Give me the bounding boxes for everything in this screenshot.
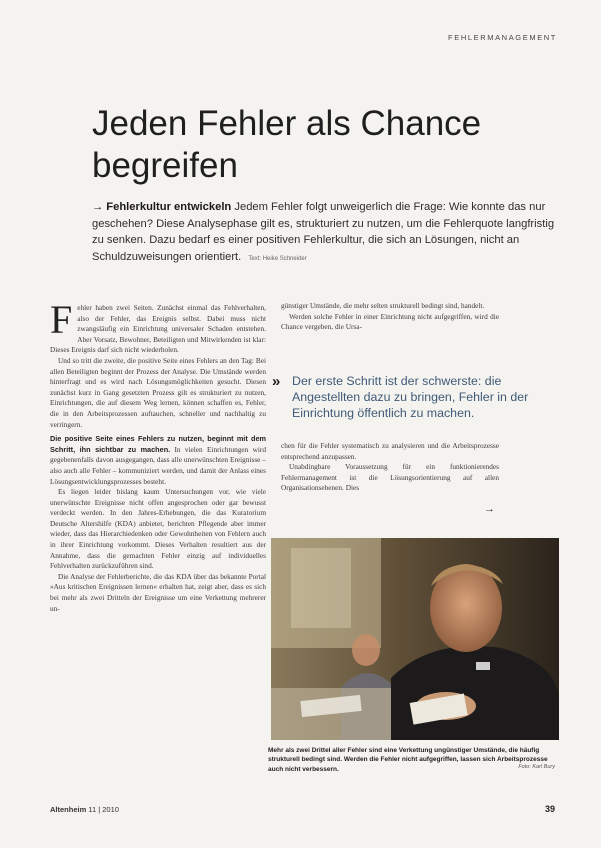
body-paragraph: günstiger Umstände, die mehr selten strukturell bedingt sind, handelt. — [281, 301, 485, 310]
paragraph-text: ehler haben zwei Seiten. Zunächst einmal das Fehlverhalten, also der Fehler, das Ereignis selbst. Dabei muss nicht zwangsläufig ein Einrichtung universaler Schaden entstehen. Aber Vorsatz, Bewohner, Beteiligten und Mitwirkenden ist klar: Dieses Ereignis darf sich nicht wiederholen. — [50, 303, 266, 355]
article-photo — [271, 538, 559, 740]
lead-text: Jedem Fehler folgt unweigerlich die Frage: Wie konnte das nur geschehen? Diese Analysephase gilt es, strukturiert zu nutzen, um die Fehlerquote langfristig zu senken. Dazu bedarf es einer positiven Fehlerkultur, die sich an Lösungen, nicht an Schuldzuweisungen orientiert. — [92, 201, 555, 263]
article-lead — [92, 199, 562, 267]
section-label: FEHLERMANAGEMENT — [448, 33, 557, 42]
photo-credit: Foto: Karl Bury — [518, 764, 555, 770]
lead-arrow-icon: → — [92, 201, 104, 213]
continue-arrow-icon: → — [484, 503, 495, 515]
body-paragraph — [50, 434, 266, 487]
body-paragraph: chen für die Fehler systematisch zu analysieren und die Arbeitsprozesse entsprechend anzupassen. — [281, 441, 499, 461]
paragraph-lead-in: Die positive Seite eines Fehlers zu nutzen, beginnt mit dem Schritt, ihn sichtbar zu machen. — [50, 434, 266, 454]
pull-quote-text: Der erste Schritt ist der schwerste: die Angestellten dazu zu bringen, Fehler in der Einrichtung öffentlich zu machen. — [292, 374, 529, 420]
body-paragraph — [50, 297, 266, 356]
issue-number: 11 | 2010 — [88, 805, 119, 814]
page-number: 39 — [544, 804, 555, 814]
lead-kicker: Fehlerkultur entwickeln — [106, 201, 232, 213]
paragraph-text: In vielen Einrichtungen wird gegebenenfalls davon ausgegangen, dass alle unerwünschten Ereignisse – also auch alle Fehler – kommuniziert werden, und damit der Anlass eines Lösungsentwicklungsprozesses besteht. — [50, 444, 266, 486]
article-title: Jeden Fehler als Chance begreifen — [92, 104, 482, 185]
body-column-left — [50, 297, 266, 614]
photo-illustration — [271, 538, 559, 740]
drop-cap: F — [50, 297, 73, 342]
body-column-right-middle — [281, 441, 499, 494]
body-paragraph: Und so tritt die zweite, die positive Seite eines Fehlers an den Tag: Bei allen Beteiligten beginnt der Prozess der Analyse. Die Umstände werden hinterfragt und es wird nach Lösungsmöglichkeiten gesucht. Diesen zunächst kurz in Gang gesetzten Prozess gilt es strukturiert zu nutzen, Einrichtungen, die auf diesem Weg lernen, können schaffen es, Fehler, die in den Arbeitsprozessen auftauchen, schneller und nachhaltig zu verringern. — [50, 355, 266, 429]
footer-publication — [50, 805, 119, 814]
body-paragraph: Die Analyse der Fehlerberichte, die das KDA über das bekannte Portal »Aus kritischen Ereignissen lernen« erhalten hat, zeigt aber, dass es sich bei mehr als zwei Dritteln der Ereignisse um eine Verkettung mehrerer un- — [50, 571, 266, 613]
lead-credit: Text: Heike Schneider — [248, 255, 307, 262]
body-paragraph: Es liegen leider bislang kaum Untersuchungen vor, wie viele unerwünschte Ereignisse nicht offen angesprochen oder gar bewusst verdeckt werden. In den Jahres-Erhebungen, die das Kuratorium Deutsche Altershilfe (KDA) anbietet, berichten Pflegende aber immer wieder, dass das Hierarchiedenken oder Gewohnheiten von Fehlern auch in ihrer Einrichtung vorkommt. Dieses Verhalten resultiert aus der Annahme, dass die gemachten Fehler einzig auf individuelles Fehlverhalten zurückzuführen sind. — [50, 487, 266, 571]
body-paragraph: Werden solche Fehler in einer Einrichtung nicht aufgegriffen, wird die Chance vergeben, die Ursa- — [281, 311, 499, 332]
body-column-right-top — [281, 301, 499, 333]
magazine-name: Altenheim — [50, 805, 87, 814]
quote-mark-icon: » — [272, 373, 281, 390]
photo-caption: Mehr als zwei Drittel aller Fehler sind eine Verkettung ungünstiger Umstände, die häufig strukturell bedingt sind. Werden die Fehler nicht aufgegriffen, lassen sich Arbeitsprozesse auch nicht verbessern. — [268, 747, 548, 773]
pull-quote — [272, 373, 562, 429]
body-paragraph: Unabdingbare Voraussetzung für ein funktionierendes Fehlermanagement ist die Lösungsorientierung auf allen Organisationsebenen. Dies — [281, 462, 499, 493]
